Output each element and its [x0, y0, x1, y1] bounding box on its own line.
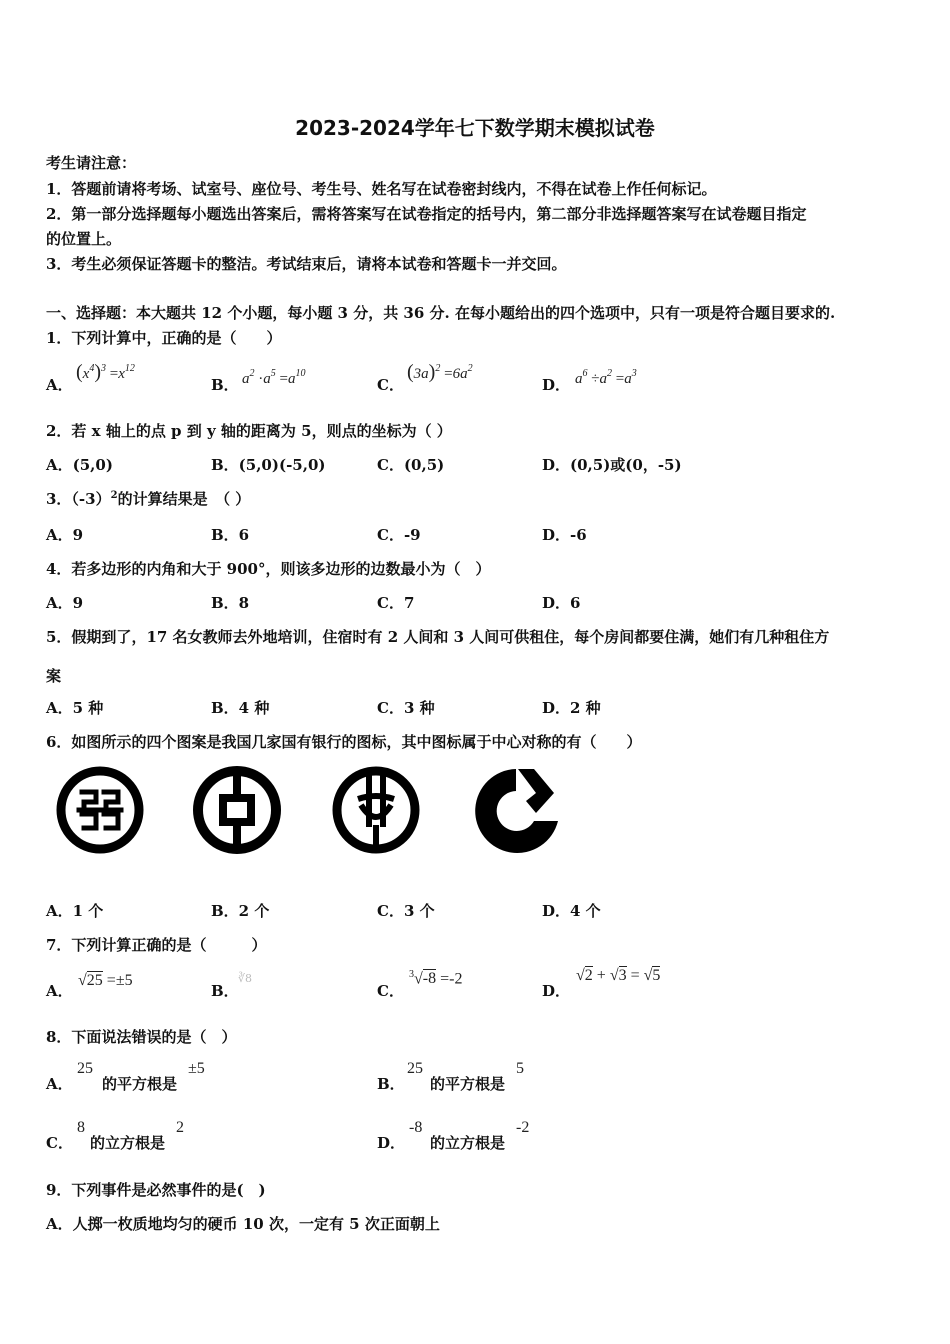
q6-option-c: C．3 个 [377, 902, 435, 920]
q7-option-b-expr: ∛8 [238, 972, 253, 985]
q5-stem-line1: 5．假期到了，17 名女教师去外地培训，住宿时有 2 人间和 3 人间可供租住，每个房间都要住满，她们有几种租住方 [46, 628, 830, 646]
q3-stem: 3．$(-3)^2$的计算结果是 （ ） [46, 490, 251, 508]
q2-option-d: D．(0,5)或(0，-5) [542, 456, 682, 474]
q2-option-b: B．(5,0)(-5,0) [211, 456, 326, 474]
q5-option-c: C．3 种 [377, 699, 435, 717]
q1-stem: 1．下列计算中，正确的是（ ） [46, 329, 282, 347]
q2-option-a: A．(5,0) [46, 456, 113, 474]
bank-logo-1 [55, 765, 145, 855]
q5-option-a: A．5 种 [46, 699, 104, 717]
notice-item-3: 3．考生必须保证答题卡的整洁。考试结束后，请将本试卷和答题卡一并交回。 [46, 255, 567, 273]
q4-option-b: B．8 [211, 594, 250, 612]
q8-option-a-text: 的平方根是 [102, 1075, 178, 1093]
q1-label-d: D． [542, 376, 571, 394]
q2-stem: 2．若 x 轴上的点 p 到 y 轴的距离为 5，则点的坐标为（ ） [46, 422, 452, 440]
q5-option-b: B．4 种 [211, 699, 270, 717]
q8-option-c-text: 的立方根是 [90, 1134, 166, 1152]
q7-option-d-expr: √2 + √3 = √5 [576, 967, 661, 984]
q1-option-c-expr: $(3a)^2 =6a^2$ [407, 361, 473, 383]
q8-option-d-text: 的立方根是 [430, 1134, 506, 1152]
q8-option-b-text: 的平方根是 [430, 1075, 506, 1093]
q6-option-a: A．1 个 [46, 902, 104, 920]
q1-label-a: A． [46, 376, 73, 394]
bank-logo-2 [192, 765, 282, 855]
page-title: 2023-2024学年七下数学期末模拟试卷 [295, 116, 655, 140]
q8-option-c-val: 2 [176, 1119, 184, 1136]
q8-label-b: B． [377, 1075, 405, 1093]
q5-option-d: D．2 种 [542, 699, 601, 717]
q6-stem: 6．如图所示的四个图案是我国几家国有银行的图标，其中图标属于中心对称的有（ ） [46, 733, 642, 751]
notice-item-2-cont: 的位置上。 [46, 230, 122, 248]
q7-stem: 7．下列计算正确的是（ ） [46, 936, 267, 954]
q1-label-b: B． [211, 376, 239, 394]
q6-option-b: B．2 个 [211, 902, 270, 920]
q7-option-c-expr: $^3$√-8 =-2 [409, 969, 463, 988]
notice-item-1: 1．答题前请将考场、试室号、座位号、考生号、姓名写在试卷密封线内，不得在试卷上作任何标记。 [46, 180, 717, 198]
q9-option-a: A．人掷一枚质地均匀的硬币 10 次，一定有 5 次正面朝上 [46, 1215, 440, 1233]
q8-stem: 8．下面说法错误的是（ ） [46, 1028, 237, 1046]
q4-stem: 4．若多边形的内角和大于 900°，则该多边形的边数最小为（ ） [46, 560, 491, 578]
q8-option-d-val: -2 [516, 1119, 530, 1136]
q8-label-a: A． [46, 1075, 73, 1093]
q8-option-b-num: 25 [407, 1060, 423, 1077]
q3-option-a: A．9 [46, 526, 84, 544]
q7-label-b: B． [211, 982, 239, 1000]
q4-option-a: A．9 [46, 594, 84, 612]
q9-stem: 9．下列事件是必然事件的是( ) [46, 1181, 266, 1199]
q1-label-c: C． [377, 376, 404, 394]
q7-label-a: A． [46, 982, 73, 1000]
section-heading: 一、选择题：本大题共 12 个小题，每小题 3 分，共 36 分. 在每小题给出的四个选项中，只有一项是符合题目要求的. [46, 304, 836, 322]
q1-option-b-expr: $a^2 \cdot a^5 =a^{10}$ [242, 368, 306, 387]
q2-option-c: C．(0,5) [377, 456, 445, 474]
q6-option-d: D．4 个 [542, 902, 601, 920]
q7-option-a-expr: √25 =±5 [78, 972, 133, 989]
q7-label-c: C． [377, 982, 404, 1000]
q1-option-d-expr: $a^6 \div a^2 =a^3$ [575, 368, 637, 387]
q8-option-d-num: -8 [409, 1119, 423, 1136]
q7-label-d: D． [542, 982, 571, 1000]
bank-logo-3 [331, 765, 421, 855]
bank-logo-4 [470, 765, 562, 857]
q4-option-d: D．6 [542, 594, 581, 612]
q8-option-c-num: 8 [77, 1119, 85, 1136]
q8-label-d: D． [377, 1134, 406, 1152]
q8-option-a-val: ±5 [188, 1060, 205, 1077]
notice-item-2: 2．第一部分选择题每小题选出答案后，需将答案写在试卷指定的括号内，第二部分非选择题答案写在试卷题目指定 [46, 205, 807, 223]
q8-label-c: C． [46, 1134, 73, 1152]
q4-option-c: C．7 [377, 594, 415, 612]
q5-stem-line2: 案 [46, 667, 62, 685]
q1-option-a-expr: $(x^4)^3 =x^{12}$ [76, 361, 135, 383]
q8-option-b-val: 5 [516, 1060, 524, 1077]
q3-option-d: D．-6 [542, 526, 587, 544]
q3-option-b: B．6 [211, 526, 250, 544]
q8-option-a-num: 25 [77, 1060, 93, 1077]
q3-option-c: C．-9 [377, 526, 421, 544]
notice-heading: 考生请注意： [46, 154, 137, 172]
